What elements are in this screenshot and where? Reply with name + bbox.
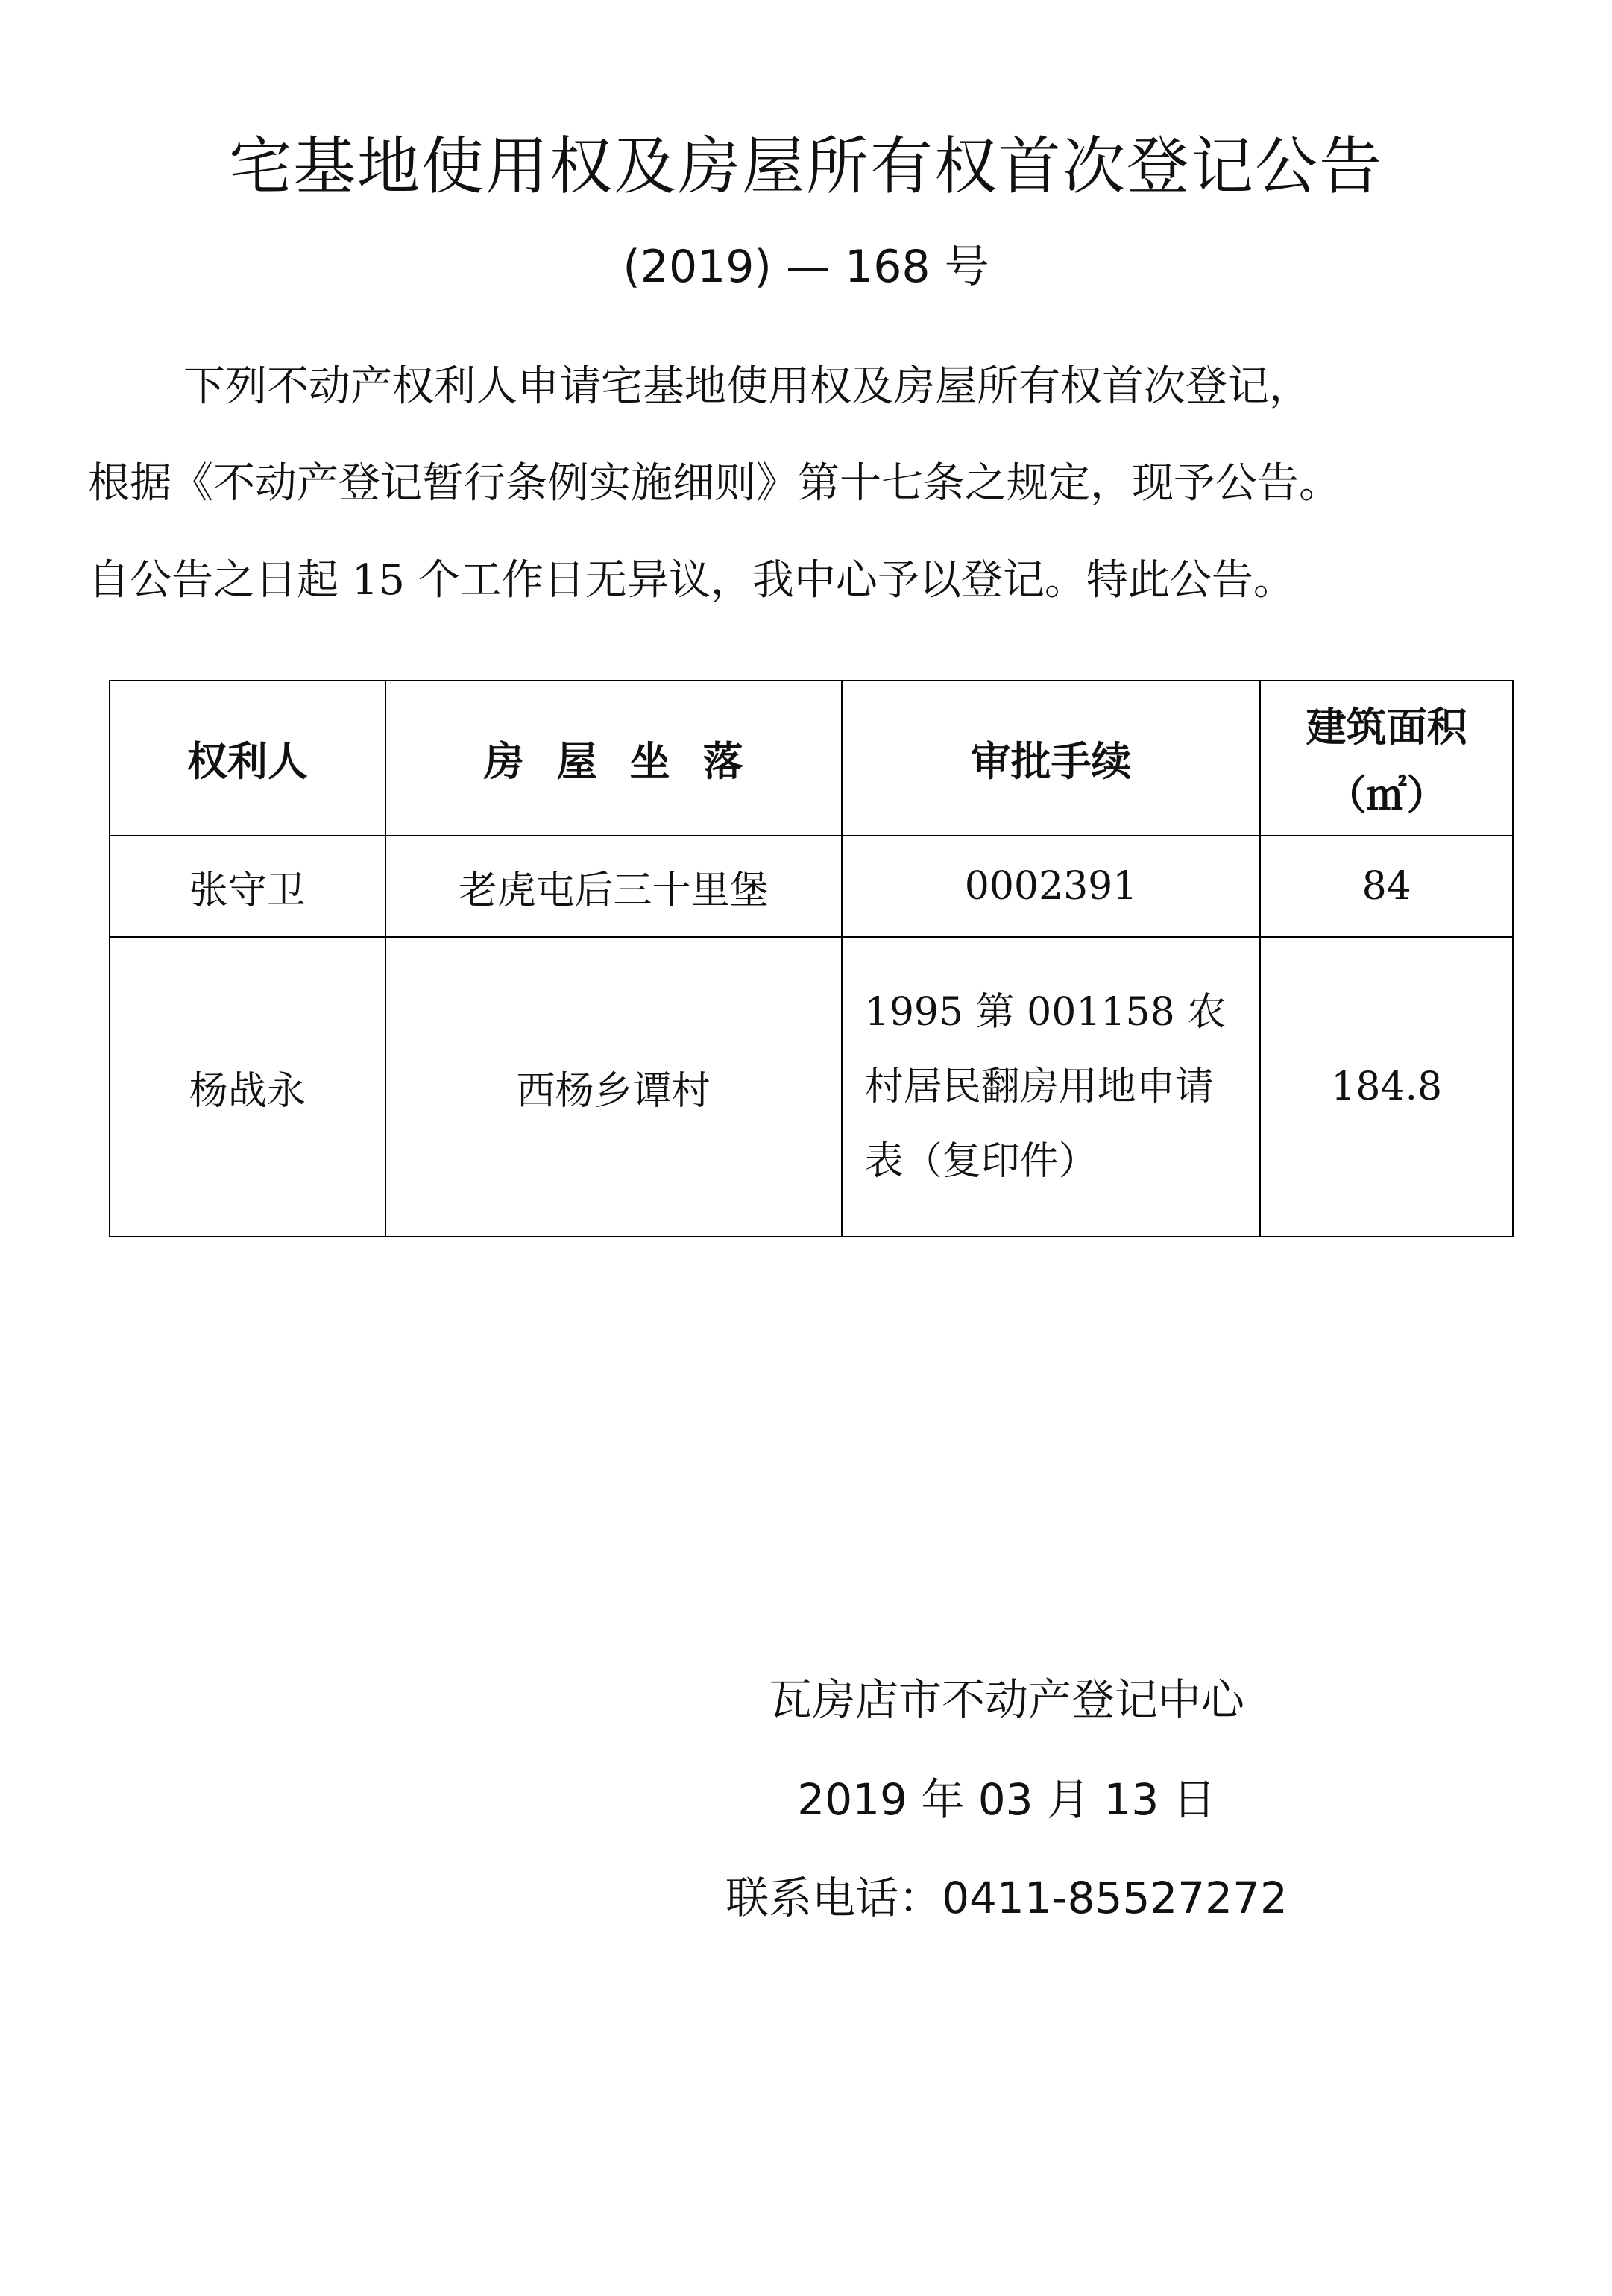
table-row (110, 937, 1513, 1237)
document-number: (2019) — 168 号 (623, 241, 989, 293)
header-holder: 权利人 (110, 681, 385, 836)
notice-body-line-2: 根据《不动产登记暂行条例实施细则》第十七条之规定，现予公告。 (88, 459, 1341, 508)
header-location (385, 681, 842, 836)
cell-area: 84 (1260, 836, 1513, 937)
header-area-unit: （㎡） (1326, 771, 1447, 819)
issue-date: 2019 年 03 月 13 日 (797, 1774, 1216, 1825)
cell-approval: 1995 第 001158 农村居民翻房用地申请表（复印件） (842, 937, 1261, 1237)
cell-holder: 张守卫 (110, 836, 385, 937)
page-title: 宅基地使用权及房屋所有权首次登记公告 (228, 130, 1383, 203)
notice-body (88, 338, 1549, 629)
contact-phone: 联系电话：0411-85527272 (725, 1873, 1288, 1923)
cell-location: 西杨乡谭村 (385, 937, 842, 1237)
notice-body-line-1: 下列不动产权利人申请宅基地使用权及房屋所有权首次登记， (183, 362, 1311, 411)
cell-area: 184.8 (1260, 937, 1513, 1237)
notice-body-line-3: 自公告之日起 15 个工作日无异议，我中心予以登记。特此公告。 (88, 556, 1295, 605)
header-approval: 审批手续 (842, 681, 1261, 836)
header-area (1260, 681, 1513, 836)
registration-table (109, 680, 1514, 1237)
table-row (110, 836, 1513, 937)
header-location-label: 房屋坐落 (483, 737, 776, 785)
issuing-organization: 瓦房店市不动产登记中心 (768, 1674, 1244, 1725)
cell-approval: 0002391 (842, 836, 1261, 937)
table-header-row (110, 681, 1513, 836)
cell-holder: 杨战永 (110, 937, 385, 1237)
cell-location: 老虎屯后三十里堡 (385, 836, 842, 937)
header-area-label: 建筑面积 (1306, 703, 1467, 751)
